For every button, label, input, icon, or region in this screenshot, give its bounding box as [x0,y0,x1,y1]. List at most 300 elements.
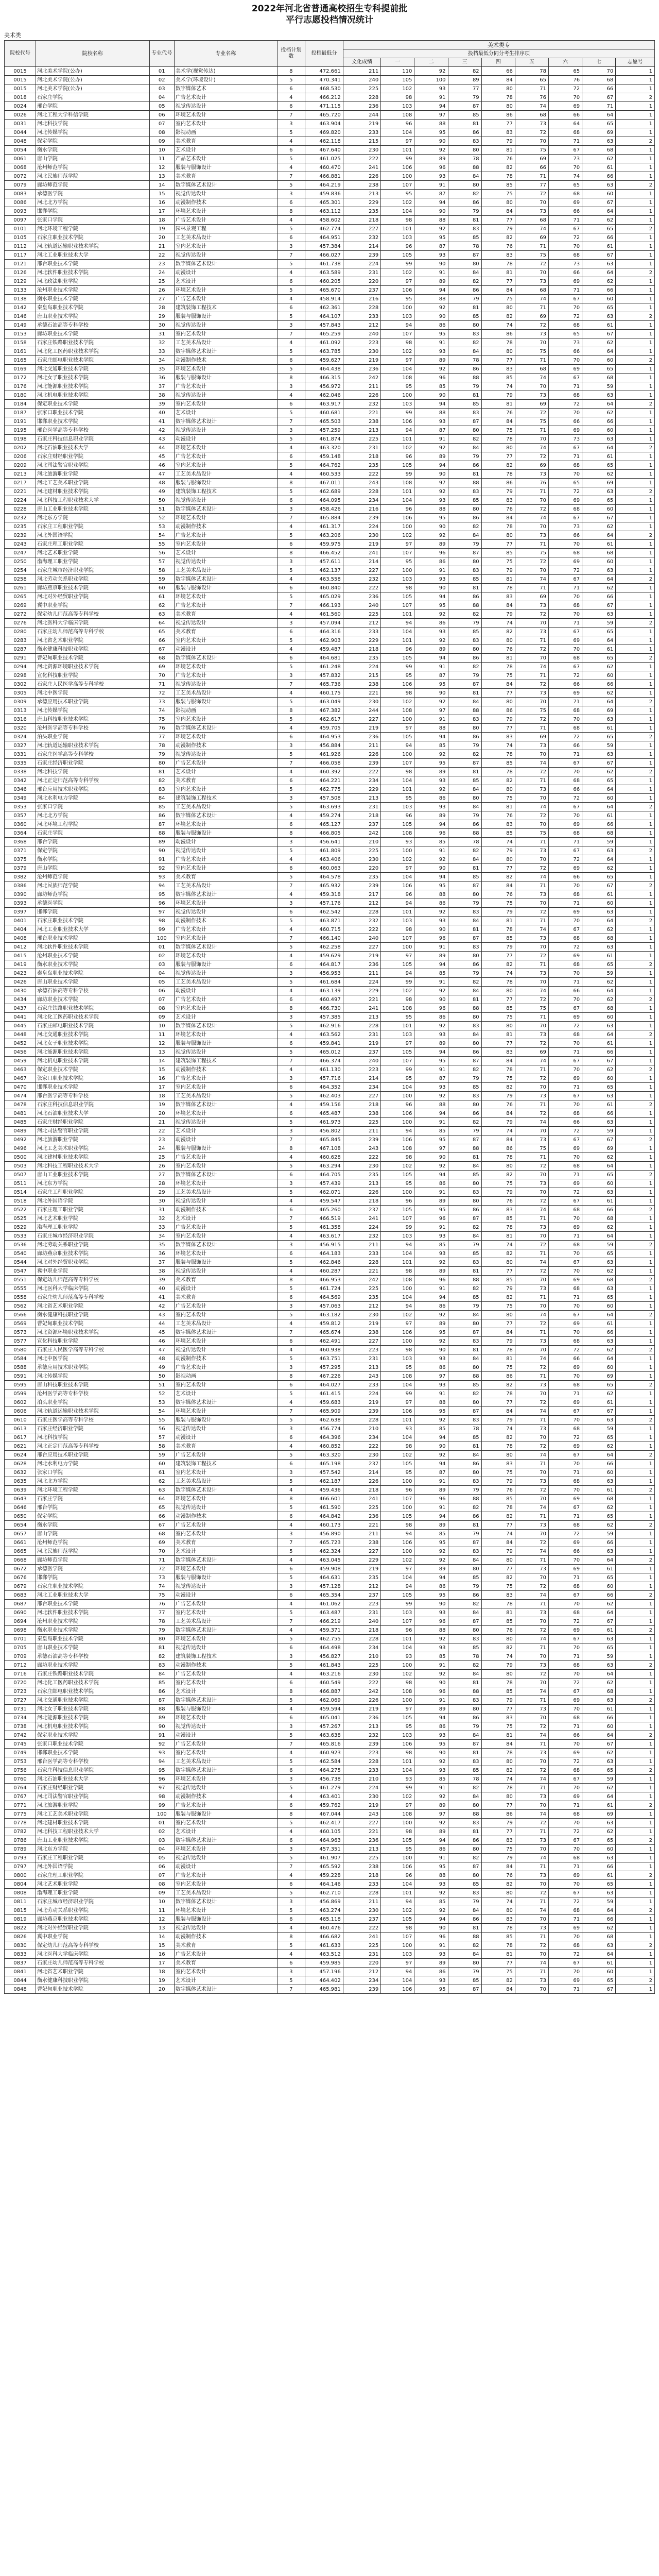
table-cell: 84 [448,1608,481,1617]
table-cell: 2 [616,917,655,925]
table-cell: 0031 [5,120,36,128]
table-cell: 93 [414,496,448,505]
table-cell: 79 [481,1337,515,1346]
table-cell: 5 [277,1608,305,1617]
table-cell: 82 [448,1118,481,1127]
table-cell: 459.318 [305,890,343,899]
table-cell: 239 [343,759,381,768]
table-cell: 465.127 [305,820,343,829]
table-cell: 94 [414,1171,448,1179]
table-cell: 91 [149,855,174,864]
table-cell: 241 [343,1214,381,1223]
table-row [5,1976,655,1985]
table-cell: 62 [582,663,616,671]
table-cell: 67 [548,374,582,382]
table-cell: 230 [343,1451,381,1460]
table-cell: 石家庄财经职业学院 [36,452,149,461]
table-cell: 60 [582,899,616,908]
table-cell: 457.611 [305,557,343,566]
table-cell: 1 [616,1048,655,1057]
table-cell: 70 [548,242,582,251]
table-cell: 河北旅游职业学院 [36,1801,149,1810]
table-cell: 93 [414,1030,448,1039]
table-cell: 95 [381,1013,414,1022]
table-cell: 69 [582,1810,616,1819]
table-cell: 70 [515,978,548,987]
table-cell: 8 [277,1687,305,1696]
table-cell: 233 [343,1766,381,1775]
table-row [5,190,655,198]
table-cell: 104 [381,1573,414,1582]
table-cell: 83 [481,496,515,505]
table-cell: 230 [343,1670,381,1679]
table-cell: 73 [515,628,548,636]
table-cell: 河北交通职业技术学院 [36,365,149,374]
table-cell: 广告艺术设计 [174,995,277,1004]
table-cell: 05 [149,1854,174,1862]
table-cell: 211 [343,1530,381,1538]
table-cell: 90 [414,1679,448,1687]
table-cell: 65 [582,1293,616,1302]
table-cell: 室内艺术设计 [174,1162,277,1171]
table-cell: 79 [448,382,481,391]
table-cell: 70 [515,654,548,663]
table-cell: 462.491 [305,1337,343,1346]
table-cell: 86 [414,1722,448,1731]
table-row [5,260,655,268]
table-cell: 456.890 [305,1530,343,1538]
table-cell: 1 [616,1188,655,1197]
table-row [5,803,655,811]
table-cell: 1 [616,1512,655,1521]
table-cell: 87 [448,417,481,426]
table-cell: 5 [277,1547,305,1556]
table-cell: 461.973 [305,1118,343,1127]
table-cell: 66 [548,1731,582,1740]
table-cell: 221 [343,1267,381,1276]
table-cell: 77 [149,1608,174,1617]
table-cell: 环境艺术设计 [174,1179,277,1188]
table-cell: 79 [481,1477,515,1486]
table-row [5,1293,655,1302]
table-cell: 64 [582,207,616,216]
table-row [5,330,655,338]
table-row [5,1775,655,1784]
table-cell: 工艺美术品设计 [174,882,277,890]
table-cell: 82 [448,846,481,855]
table-cell: 99 [381,470,414,479]
table-cell: 457.128 [305,1582,343,1591]
table-cell: 60 [582,356,616,365]
table-cell: 承德应用技术职业学院 [36,1363,149,1372]
table-cell: 04 [149,969,174,978]
table-cell: 1 [616,1959,655,1968]
table-cell: 1 [616,1267,655,1276]
table-cell: 石家庄城市经济职业学院 [36,1897,149,1906]
table-cell: 河北轨道运输职业技术学院 [36,1407,149,1416]
table-cell: 218 [343,216,381,225]
table-cell: 廊坊燕京职业技术学院 [36,1249,149,1258]
table-cell: 72 [548,1757,582,1766]
table-cell: 68 [548,391,582,400]
table-cell: 222 [343,1153,381,1162]
table-cell: 74 [481,1425,515,1433]
table-cell: 463.206 [305,531,343,540]
table-cell: 74 [515,1687,548,1696]
table-cell: 103 [381,1030,414,1039]
table-cell: 108 [381,1372,414,1381]
table-cell: 0138 [5,295,36,303]
table-cell: 6 [277,102,305,111]
table-row [5,1495,655,1503]
table-cell: 95 [414,680,448,689]
table-cell: 220 [343,1959,381,1968]
table-cell: 0522 [5,1206,36,1214]
table-cell: 65 [582,496,616,505]
table-cell: 65 [582,1083,616,1092]
table-row [5,1153,655,1162]
table-cell: 68 [582,549,616,557]
table-cell: 61 [149,592,174,601]
table-cell: 70 [548,1416,582,1425]
table-cell: 70 [515,1880,548,1889]
table-cell: 83 [448,487,481,496]
table-row [5,943,655,952]
table-cell: 66 [548,680,582,689]
table-cell: 4 [277,1346,305,1354]
table-cell: 23 [149,1136,174,1144]
table-cell: 5 [277,260,305,268]
table-cell: 67 [582,1407,616,1416]
table-cell: 3 [277,671,305,680]
table-cell: 沧州师范学院 [36,1538,149,1547]
table-cell: 225 [343,1941,381,1950]
table-cell: 0258 [5,575,36,584]
table-cell: 动漫设计 [174,1284,277,1293]
table-cell: 数字媒体艺术设计 [174,811,277,820]
table-cell: 92 [414,1556,448,1565]
table-cell: 1 [616,303,655,312]
table-cell: 艺术设计 [174,1687,277,1696]
table-cell: 1 [616,522,655,531]
table-row [5,1827,655,1836]
table-cell: 78 [481,584,515,592]
table-cell: 1 [616,934,655,943]
table-cell: 95 [414,330,448,338]
table-cell: 71 [548,1293,582,1302]
table-cell: 1 [616,1757,655,1766]
table-cell: 65 [515,76,548,84]
table-cell: 105 [381,76,414,84]
table-cell: 74 [515,1258,548,1267]
table-cell: 68 [548,1381,582,1389]
table-cell: 463.045 [305,1556,343,1565]
table-cell: 44 [149,1319,174,1328]
table-cell: 458.426 [305,505,343,514]
table-cell: 80 [481,1556,515,1565]
table-cell: 226 [343,391,381,400]
table-cell: 76 [481,409,515,417]
table-cell: 76 [481,1197,515,1206]
table-cell: 石家庄医学高等专科学校 [36,1416,149,1425]
table-cell: 103 [381,233,414,242]
table-cell: 64 [582,1162,616,1171]
table-cell: 石家庄医学高等专科学校 [36,750,149,759]
table-cell: 06 [149,987,174,995]
table-cell: 79 [481,1118,515,1127]
table-cell: 04 [149,93,174,102]
table-cell: 保定幼儿师范高等专科学校 [36,1941,149,1950]
table-cell: 86 [448,960,481,969]
table-cell: 1 [616,1670,655,1679]
table-cell: 视觉传达设计 [174,1722,277,1731]
table-cell: 15 [149,1941,174,1950]
table-cell: 72 [515,1074,548,1083]
table-cell: 61 [582,890,616,899]
table-row [5,811,655,820]
table-cell: 80 [481,102,515,111]
table-cell: 81 [448,584,481,592]
table-cell: 广告艺术设计 [174,671,277,680]
table-cell: 241 [343,549,381,557]
table-cell: 237 [343,1460,381,1468]
table-cell: 93 [414,1381,448,1389]
table-cell: 90 [414,1442,448,1451]
table-cell: 0782 [5,1827,36,1836]
table-cell: 0198 [5,435,36,444]
table-cell: 95 [414,233,448,242]
table-cell: 0786 [5,1836,36,1845]
table-cell: 保定学院 [36,1512,149,1521]
table-cell: 461.907 [305,1854,343,1862]
table-cell: 93 [414,84,448,93]
table-cell: 90 [414,207,448,216]
table-cell: 河北艺术职业学院 [36,1214,149,1223]
table-cell: 1 [616,908,655,917]
table-cell: 68 [548,1766,582,1775]
table-cell: 河北科技学院 [36,1433,149,1442]
table-cell: 85 [481,1933,515,1941]
table-cell: 89 [414,1486,448,1495]
table-cell: 96 [149,1775,174,1784]
table-cell: 92 [414,1092,448,1100]
table-cell: 74 [515,1959,548,1968]
table-cell: 0650 [5,1512,36,1521]
table-cell: 05 [149,102,174,111]
table-cell: 河北机电职业技术学院 [36,1057,149,1065]
table-cell: 0346 [5,785,36,794]
table-cell: 461.279 [305,1784,343,1792]
table-cell: 0018 [5,93,36,102]
table-cell: 75 [481,1722,515,1731]
table-cell: 广告艺术设计 [174,216,277,225]
table-cell: 81 [448,120,481,128]
table-cell: 河北科技工程职业技术大学 [36,1162,149,1171]
table-cell: 5 [277,1757,305,1766]
table-cell: 70 [548,592,582,601]
table-cell: 236 [343,1714,381,1722]
table-cell: 2 [616,1521,655,1530]
table-cell: 465.354 [305,1591,343,1600]
table-cell: 2 [616,995,655,1004]
table-cell: 76 [515,479,548,487]
table-cell: 3 [277,619,305,628]
table-cell: 83 [448,1819,481,1827]
table-cell: 82 [448,338,481,347]
table-cell: 74 [515,1854,548,1862]
table-cell: 87 [448,549,481,557]
table-row [5,1144,655,1153]
table-cell: 85 [448,1083,481,1092]
table-cell: 102 [381,347,414,356]
table-cell: 79 [481,566,515,575]
table-cell: 80 [448,426,481,435]
table-cell: 101 [381,225,414,233]
table-cell: 80 [448,557,481,566]
table-cell: 94 [414,1714,448,1722]
table-cell: 1 [616,435,655,444]
table-cell: 邢台职业技术学院 [36,934,149,943]
table-cell: 60 [582,1582,616,1591]
table-cell: 226 [343,1188,381,1197]
table-cell: 227 [343,943,381,952]
table-row [5,1915,655,1924]
table-cell: 238 [343,1862,381,1871]
table-cell: 75 [515,347,548,356]
table-cell: 5 [277,347,305,356]
table-cell: 20 [149,1109,174,1118]
table-cell: 河北劳动关系职业学院 [36,575,149,584]
table-cell: 6 [277,1512,305,1521]
table-cell: 20 [149,1985,174,1994]
table-cell: 33 [149,1223,174,1232]
table-row [5,1643,655,1652]
table-cell: 1 [616,347,655,356]
table-cell: 建筑装饰工程技术 [174,303,277,312]
table-cell: 49 [149,487,174,496]
table-cell: 5 [277,1906,305,1915]
table-cell: 4 [277,93,305,102]
table-cell: 465.487 [305,1109,343,1118]
table-cell: 75 [481,426,515,435]
table-cell: 视觉传达设计 [174,1784,277,1792]
table-cell: 464.951 [305,233,343,242]
table-cell: 74 [481,1530,515,1538]
table-cell: 室内艺术设计 [174,461,277,470]
table-cell: 229 [343,636,381,645]
table-cell: 动漫设计 [174,1731,277,1740]
table-cell: 0232 [5,514,36,522]
table-cell: 62 [582,1442,616,1451]
table-cell: 465.932 [305,882,343,890]
table-cell: 216 [343,295,381,303]
table-cell: 46 [149,1337,174,1346]
table-cell: 86 [414,1845,448,1854]
table-cell: 64 [582,531,616,540]
table-cell: 85 [448,628,481,636]
table-cell: 80 [448,1319,481,1328]
table-cell: 460.392 [305,768,343,776]
table-cell: 98 [381,1521,414,1530]
table-cell: 212 [343,1302,381,1311]
table-cell: 87 [149,820,174,829]
table-cell: 56 [149,549,174,557]
table-cell: 67 [548,575,582,584]
table-cell: 2 [616,1276,655,1284]
table-cell: 80 [481,1792,515,1801]
table-cell: 河北美术学院(公办) [36,76,149,84]
table-cell: 461.317 [305,522,343,531]
table-cell: 74 [515,1407,548,1416]
category-header: 美术类专 [343,41,654,49]
table-cell: 4 [277,1827,305,1836]
table-cell: 82 [448,1600,481,1608]
table-cell: 3 [277,1530,305,1538]
table-cell: 73 [515,1565,548,1573]
table-cell: 107 [381,330,414,338]
table-cell: 6 [277,1039,305,1048]
table-cell: 463.638 [305,1731,343,1740]
table-cell: 94 [414,592,448,601]
table-cell: 1 [616,1118,655,1127]
table-cell: 236 [343,1512,381,1521]
table-cell: 2 [616,1206,655,1214]
table-cell: 08 [149,128,174,137]
table-cell: 6 [277,1337,305,1346]
table-cell: 71 [515,1416,548,1425]
table-cell: 107 [381,181,414,190]
table-cell: 78 [481,338,515,347]
table-cell: 数字媒体艺术设计 [174,347,277,356]
table-cell: 70 [548,1302,582,1311]
table-cell: 108 [381,1687,414,1696]
table-cell: 84 [448,172,481,181]
table-cell: 4 [277,1319,305,1328]
table-row [5,1214,655,1223]
table-cell: 8 [277,374,305,382]
table-cell: 02 [149,1827,174,1836]
table-cell: 2 [616,1626,655,1635]
table-cell: 85 [448,111,481,120]
table-cell: 94 [414,286,448,295]
table-cell: 环境艺术设计 [174,444,277,452]
table-cell: 33 [149,347,174,356]
table-cell: 67 [548,1889,582,1897]
table-cell: 6 [277,995,305,1004]
table-cell: 73 [515,470,548,479]
table-cell: 86 [149,1687,174,1696]
table-cell: 69 [548,1398,582,1407]
table-cell: 89 [414,155,448,163]
table-cell: 70 [548,470,582,479]
table-cell: 90 [414,584,448,592]
table-cell: 105 [381,820,414,829]
table-cell: 73 [515,1179,548,1188]
table-cell: 艺术设计 [174,1389,277,1398]
table-cell: 70 [515,1845,548,1854]
table-row [5,67,655,76]
table-cell: 68 [582,829,616,838]
table-cell: 72 [515,811,548,820]
table-cell: 82 [448,190,481,198]
table-cell: 75 [149,1591,174,1600]
table-cell: 71 [548,382,582,391]
table-cell: 数字媒体艺术设计 [174,1696,277,1705]
table-cell: 0716 [5,1670,36,1679]
table-cell: 1 [616,1950,655,1959]
table-cell: 石家庄理工职业学院 [36,540,149,549]
table-cell: 82 [149,776,174,785]
